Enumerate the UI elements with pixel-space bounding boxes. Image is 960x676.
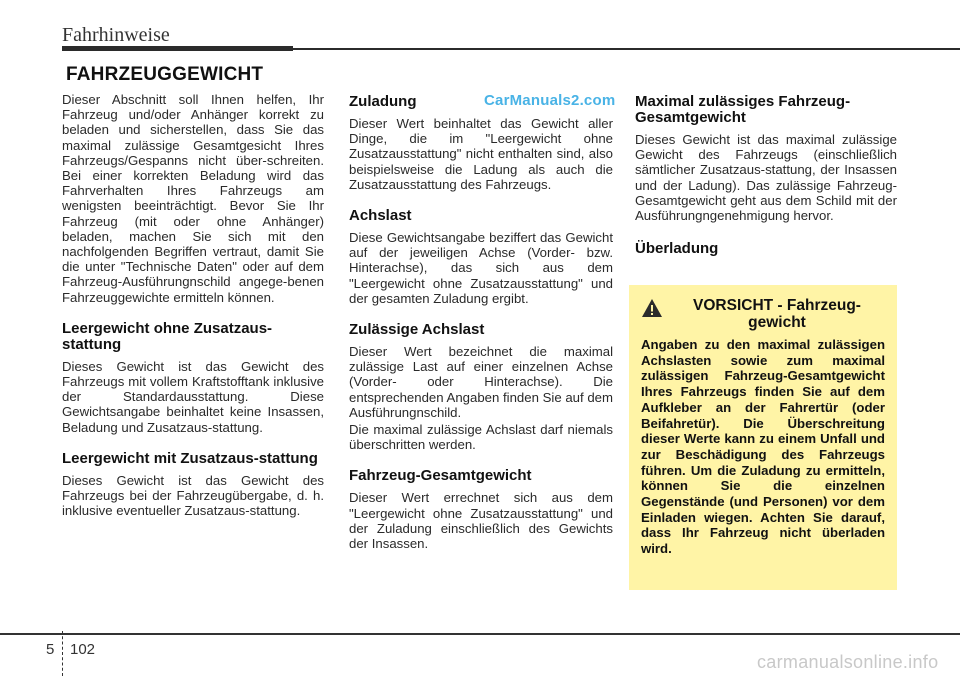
- site-watermark: carmanualsonline.info: [757, 652, 939, 672]
- caution-text: Angaben zu den maximal zulässigen Achslasten sowie zum maximal zulässigen Fahrzeug-Gesamtgewicht Ihres Fahrzeugs finden Sie auf dem Aufkleber an der Fahrertür (oder Beifahretür). Die Überschreitung dieser Werte kann zu einem Unfall und zur Beschädigung des Fahrzeugs führen. Um die Zuladung zu ermitteln, können Sie die einzelnen Gegenstände (und Personen) vor dem Einladen wiegen. Achten Sie darauf, dass Ihr Fahrzeug nicht überladen wird.: [641, 337, 885, 557]
- header-rule-thick: [62, 46, 293, 51]
- page-number: 102: [70, 641, 96, 658]
- column-right: [635, 92, 897, 263]
- text-max-gesamtgewicht: Dieses Gewicht ist das maximal zulässige Gewicht des Fahrzeugs (einschließlich sämtlicher Zusatzaus-stattung, der Insassen und der Ladung). Das zulässige Fahrzeug-Gesamtgewicht geht aus dem Schild mit der Ausführungngenehmigung hervor.: [635, 132, 897, 224]
- heading-zuladung: Zuladung: [349, 93, 417, 110]
- text-zulaessige-achslast-2: Die maximal zulässige Achslast darf niemals überschritten werden.: [349, 422, 613, 453]
- caution-title: VORSICHT - Fahrzeug-gewicht: [693, 297, 861, 331]
- footer-divider: [62, 631, 63, 676]
- text-gesamtgewicht: Dieser Wert errechnet sich aus dem "Leergewicht ohne Zusatzausstattung" und der Zuladung einschließlich des Gewichts der Insassen.: [349, 490, 613, 552]
- caution-header: [641, 297, 885, 331]
- text-zuladung: Dieser Wert beinhaltet das Gewicht aller Dinge, die im "Leergewicht ohne Zusatzausstattung" nicht enthalten sind, also beispielsweise die Ladung als auch die Zusatzausstattung des Fahrzeugs.: [349, 116, 613, 192]
- chapter-number: 5: [46, 641, 55, 658]
- caution-box: [629, 285, 897, 590]
- heading-leergewicht-mit: Leergewicht mit Zusatzaus-stattung: [62, 449, 318, 467]
- text-leergewicht-ohne: Dieses Gewicht ist das Gewicht des Fahrzeugs mit vollem Kraftstofftank inklusive der Standardausstattung. Diese Gewichtsangabe beinhaltet keine Insassen, Beladung und Zusatzaus-stattung.: [62, 358, 324, 435]
- watermark-carmanuals2: CarManuals2.com: [484, 92, 616, 109]
- page-title: FAHRZEUGGEWICHT: [66, 64, 264, 85]
- heading-leergewicht-ohne: Leergewicht ohne Zusatzaus-stattung: [62, 319, 273, 353]
- heading-zulaessige-achslast: Zulässige Achslast: [349, 321, 485, 339]
- column-left: [62, 92, 324, 518]
- text-leergewicht-mit: Dieses Gewicht ist das Gewicht des Fahrzeugs bei der Fahrzeugübergabe, d. h. inklusive eventueller Zusatzaus-stattung.: [62, 472, 324, 519]
- section-header-title: Fahrhinweise: [62, 24, 170, 46]
- heading-gesamtgewicht: Fahrzeug-Gesamtgewicht: [349, 467, 532, 485]
- warning-triangle-icon: [641, 298, 663, 318]
- heading-achslast: Achslast: [349, 207, 412, 225]
- text-achslast: Diese Gewichtsangabe beziffert das Gewicht auf der jeweiligen Achse (Vorder- bzw. Hinterachse), das sich aus dem "Leergewicht ohne Zusatzausstattung" und der gesamten Zuladung ergibt.: [349, 230, 613, 306]
- footer-rule: [0, 633, 960, 635]
- heading-ueberladung: Überladung: [635, 240, 719, 258]
- intro-paragraph: Dieser Abschnitt soll Ihnen helfen, Ihr Fahrzeug und/oder Anhänger korrekt zu beladen und sicherstellen, dass Sie das maximal zulässige Gesamtgesicht Ihres Fahrzeugs/Gespanns nicht über-schreiten. Bei einer korrekten Beladung wird das Fahrverhalten Ihres Fahrzeugs am wenigsten beeinträchtigt. Bevor Sie Ihr Fahrzeug (mit oder ohne Anhänger) beladen, machen Sie sich mit den nachfolgenden Begriffen vertraut, damit Sie die unter "Technische Daten" oder auf dem Fahrzeug-Ausführungnschild angege-benen Fahrzeuggewichte ermitteln können.: [62, 92, 324, 305]
- column-middle: [349, 92, 616, 552]
- heading-max-gesamtgewicht: Maximal zulässiges Fahrzeug-Gesamtgewicht: [635, 93, 851, 126]
- text-zulaessige-achslast-1: Dieser Wert bezeichnet die maximal zulässige Last auf einer einzelnen Achse (Vorder- oder Hinterachse). Die entsprechenden Angaben finden Sie auf dem Ausführungnschild.: [349, 344, 613, 420]
- header-rule-thin: [293, 48, 960, 50]
